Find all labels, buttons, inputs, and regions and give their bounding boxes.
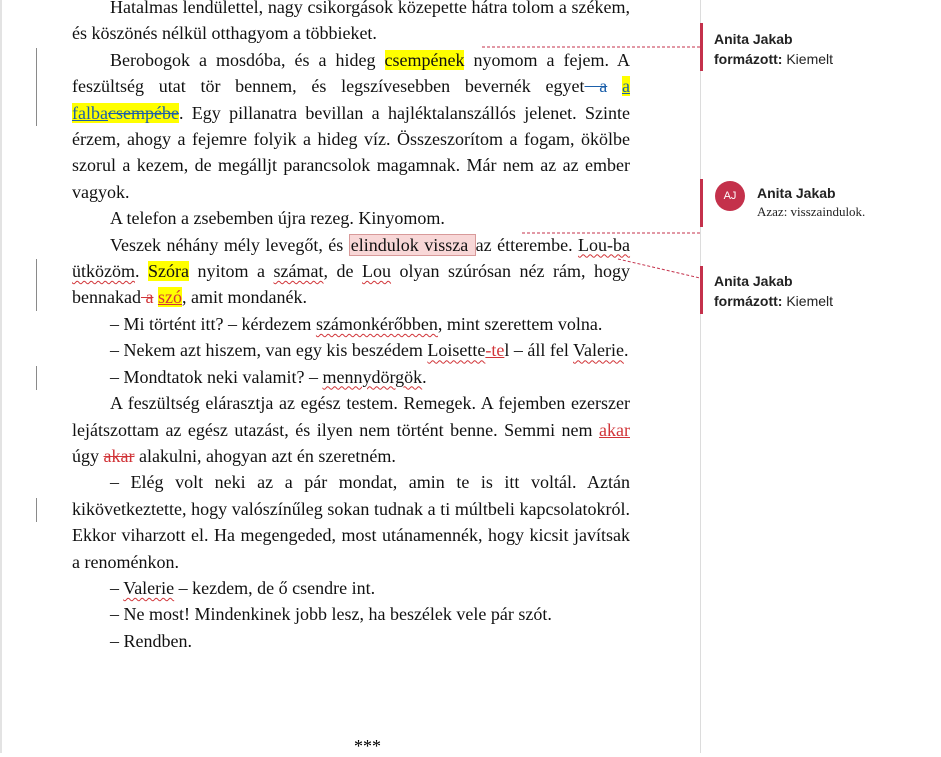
comment-text: Azaz: visszaindulok.: [757, 204, 866, 219]
inserted-text: falba: [72, 102, 108, 123]
deleted-text: a: [140, 287, 154, 308]
balloon-accent: [700, 179, 703, 227]
paragraph: – Ne most! Mindenkinek jobb lesz, ha beszélek vele pár szót.: [110, 604, 552, 625]
avatar: AJ: [715, 181, 745, 211]
paragraph: – Mondtatok neki valamit? – mennydörgök.: [110, 366, 427, 387]
spelling-error[interactable]: Loisette: [427, 340, 486, 361]
connector-line: [618, 259, 700, 278]
balloon-accent: [700, 23, 703, 71]
comment-author: Anita Jakab: [714, 31, 793, 47]
spelling-error[interactable]: mennydörgök: [322, 366, 423, 387]
spelling-error[interactable]: számonkérőbben: [315, 313, 438, 334]
comment-format-note: formázott: Kiemelt: [714, 293, 834, 309]
deleted-text: a: [584, 76, 608, 97]
inserted-text: a: [622, 76, 630, 97]
commented-text[interactable]: elindulok vissza: [350, 234, 474, 255]
paragraph: A feszültség elárasztja az egész testem. Remegek. A fejemben ezerszer lejátszottam az egész utazást, és ilyen nem történt benne. Semmi nem akar úgy akar alakulni, ahogyan azt én szeretném.: [72, 393, 630, 466]
section-separator: ***: [354, 736, 381, 756]
spelling-error[interactable]: Valerie: [573, 340, 624, 361]
paragraph: – Nekem azt hiszem, van egy kis beszédem Loisette-tel – áll fel Valerie.: [110, 340, 629, 361]
comment-author: Anita Jakab: [714, 273, 793, 289]
spelling-error[interactable]: számat: [273, 261, 324, 282]
paragraph: – Mi történt itt? – kérdezem számonkérőbben, mint szerettem volna.: [110, 313, 603, 334]
deleted-text: csempébe: [107, 102, 179, 123]
paragraph: – Rendben.: [110, 630, 192, 651]
spelling-error[interactable]: Valerie: [123, 577, 175, 598]
paragraph: A telefon a zsebemben újra rezeg. Kinyomom.: [110, 208, 445, 229]
inserted-text: szó: [157, 287, 182, 308]
inserted-text: -te: [485, 340, 505, 361]
paragraph: – Valerie – kezdem, de ő csendre int.: [110, 577, 376, 598]
paragraph: Berobogok a mosdóba, és a hideg csempének nyomom a fejem. A feszültség utat tör bennem, és legszívesebben bevernék egyet a a falbacsempébe. Egy pillanatra bevillan a hajléktalanszállós jelenet. Szinte érzem, ahogy a fejemre folyik a hideg víz. Összeszorítom a fogam, ökölbe szorul a kezem, de megálljt parancsolok magamnak. Már nem az az ember vagyok.: [72, 49, 630, 202]
paragraph: Veszek néhány mély levegőt, és elindulok vissza az étterembe. Lou-ba ütközöm. Szóra nyitom a számat, de Lou olyan szúrósan néz rám, hogy bennakad a szó, amit mondanék.: [72, 234, 631, 308]
spelling-error[interactable]: ütközöm: [72, 261, 135, 282]
spelling-error[interactable]: Lou: [362, 261, 392, 282]
spelling-error[interactable]: Lou-ba: [578, 234, 631, 255]
highlighted-text: Szóra: [148, 261, 189, 282]
deleted-text: akar: [103, 445, 135, 466]
paragraph: – Elég volt neki az a pár mondat, amin te is itt voltál. Aztán kikövetkeztette, hogy valószínűleg sokan tudnak a ti múltbeli kapcsolatokról. Ekkor viharzott el. Ha megengeded, most utánamennék, hogy kicsit javítsak a renoménkon.: [72, 472, 630, 572]
balloon-accent: [700, 266, 703, 314]
comment-author: Anita Jakab: [757, 185, 836, 201]
highlighted-text: csempének: [384, 49, 465, 70]
inserted-text: akar: [599, 419, 630, 440]
paragraph: Hatalmas lendülettel, nagy csikorgások közepette hátra tolom a székem, és köszönés nélkül otthagyom a többieket.: [72, 0, 630, 44]
comment-format-note: formázott: Kiemelt: [714, 51, 834, 67]
